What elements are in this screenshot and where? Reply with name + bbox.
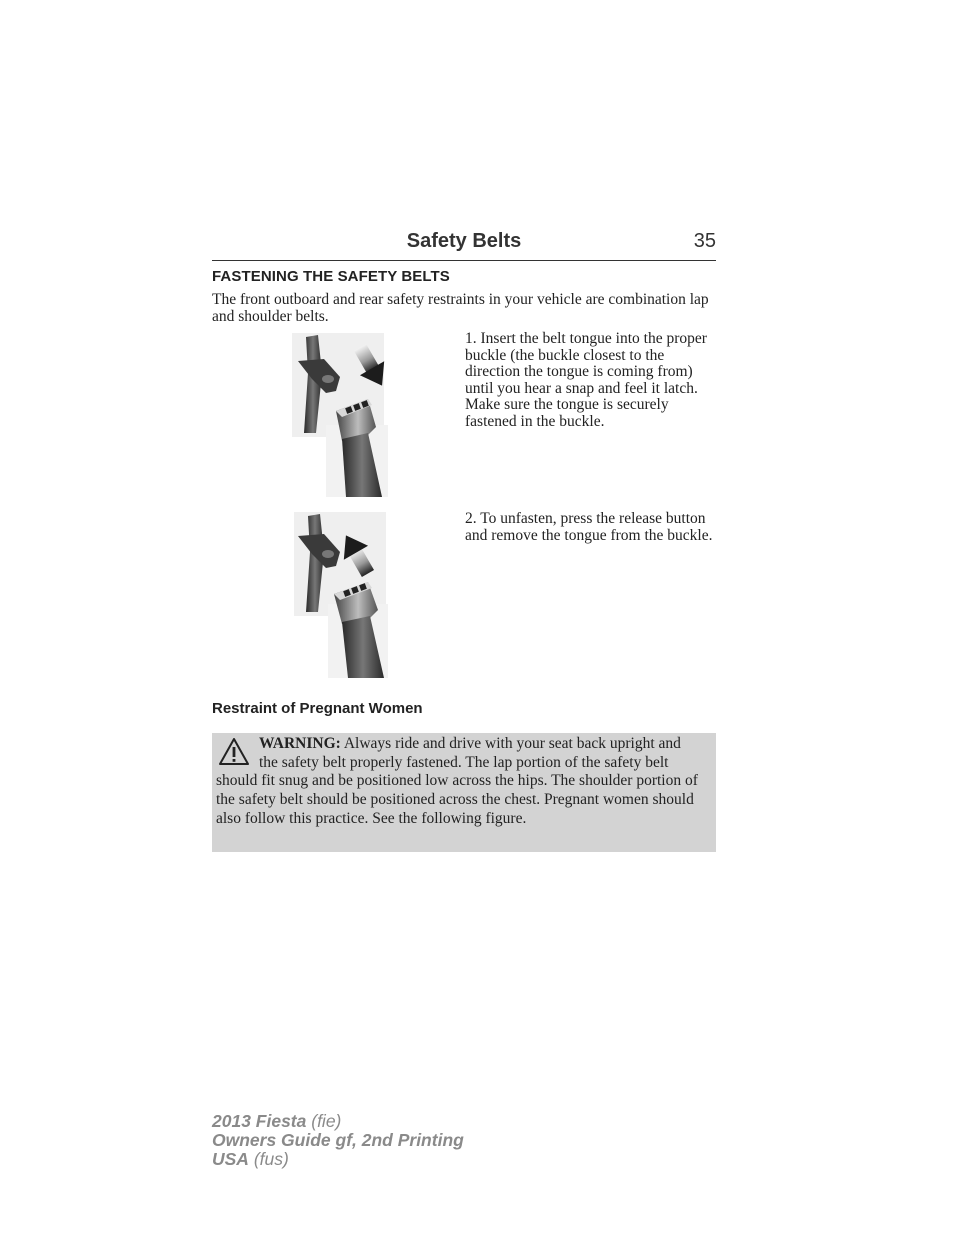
warning-label: WARNING: — [259, 735, 341, 752]
buckle-insert-illustration — [292, 333, 388, 497]
warning-text — [216, 735, 698, 829]
warning-body: Always ride and drive with your seat back upright and the safety belt properly fastened. The lap portion of the safety belt should fit snug and be positioned low across the hips. The shoulder portion of the safety belt should be positioned across the chest. Pregnant women should also follow this practice. See the following figure. — [216, 735, 698, 827]
footer-line-3: USA (fus) — [212, 1149, 289, 1169]
step-2-text: 2. To unfasten, press the release button and remove the tongue from the buckle. — [465, 510, 713, 544]
footer-line-1: 2013 Fiesta (fie) — [212, 1111, 342, 1131]
page-number: 35 — [693, 230, 716, 252]
buckle-insert-figure — [292, 333, 388, 502]
buckle-release-illustration — [294, 512, 388, 678]
page-header — [212, 228, 716, 261]
document-footer — [212, 1112, 464, 1169]
section-heading: FASTENING THE SAFETY BELTS — [212, 268, 450, 285]
warning-box — [212, 733, 716, 852]
buckle-release-figure — [294, 512, 388, 683]
subsection-heading: Restraint of Pregnant Women — [212, 700, 423, 717]
footer-line-2: Owners Guide gf, 2nd Printing — [212, 1130, 464, 1150]
page-title: Safety Belts — [406, 230, 522, 252]
step-1-text: 1. Insert the belt tongue into the proper buckle (the buckle closest to the direction the tongue is coming from) until you hear a snap and feel it latch. Make sure the tongue is securely fastened in the buckle. — [465, 330, 707, 430]
intro-paragraph: The front outboard and rear safety restraints in your vehicle are combination lap and shoulder belts. — [212, 291, 709, 325]
